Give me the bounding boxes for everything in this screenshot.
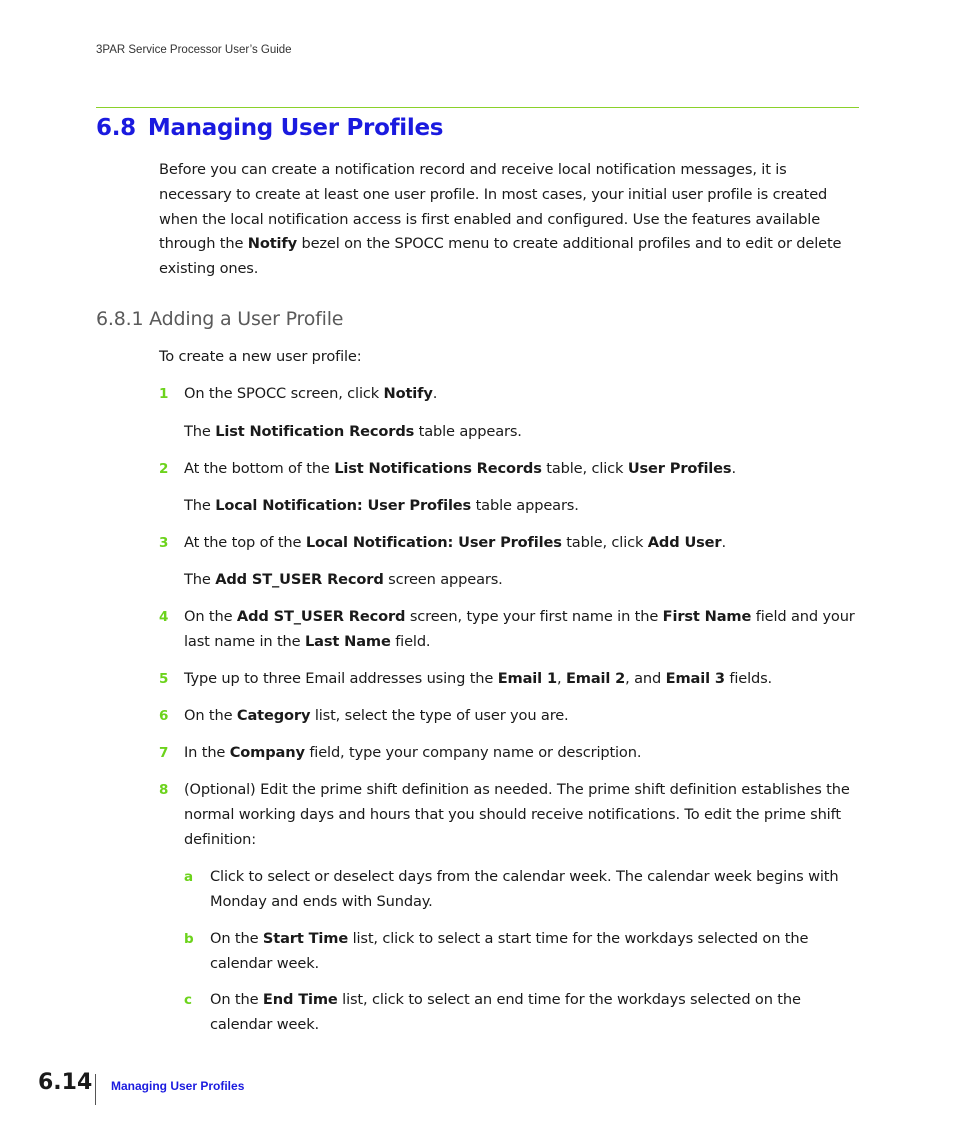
- section-title-text: Managing User Profiles: [147, 115, 444, 141]
- substep-letter: c: [184, 992, 193, 1008]
- step-number: 6: [159, 708, 169, 724]
- step-number: 4: [159, 609, 169, 625]
- header-rule: [96, 107, 859, 108]
- running-header: 3PAR Service Processor User’s Guide: [96, 44, 292, 56]
- step-result: The List Notification Records table appears.: [184, 423, 522, 440]
- step-number: 3: [159, 535, 169, 551]
- step-text: On the Category list, select the type of user you are.: [184, 707, 569, 724]
- substep-text: Click to select or deselect days from the calendar week. The calendar week begins with Monday and ends with Sunday.: [210, 868, 839, 910]
- substep-text: On the End Time list, click to select an end time for the workdays selected on the calendar week.: [210, 991, 801, 1033]
- step-number: 7: [159, 745, 169, 761]
- step-text: At the top of the Local Notification: User Profiles table, click Add User.: [184, 534, 726, 551]
- step-result: The Local Notification: User Profiles table appears.: [184, 497, 579, 514]
- substep-letter: b: [184, 931, 194, 947]
- page-number: 6.14: [38, 1070, 93, 1095]
- step-text: At the bottom of the List Notifications Records table, click User Profiles.: [184, 460, 736, 477]
- step-text: In the Company field, type your company name or description.: [184, 744, 642, 761]
- section-title: [96, 115, 443, 141]
- step-text: (Optional) Edit the prime shift definition as needed. The prime shift definition establishes the normal working days and hours that you should receive notifications. To edit the prime shift definition:: [184, 781, 850, 848]
- step-text: On the Add ST_USER Record screen, type your first name in the First Name field and your last name in the Last Name field.: [184, 608, 855, 650]
- step-text: Type up to three Email addresses using the Email 1, Email 2, and Email 3 fields.: [184, 670, 773, 687]
- step-number: 5: [159, 671, 169, 687]
- step-text: On the SPOCC screen, click Notify.: [184, 385, 438, 402]
- step-result: The Add ST_USER Record screen appears.: [184, 571, 503, 588]
- substep-text: On the Start Time list, click to select a start time for the workdays selected on the calendar week.: [210, 930, 809, 972]
- step-number: 2: [159, 461, 169, 477]
- footer-rule: [95, 1074, 96, 1105]
- substep-letter: a: [184, 869, 194, 885]
- footer-section-label: Managing User Profiles: [111, 1079, 245, 1093]
- step-number: 1: [159, 386, 169, 402]
- step-number: 8: [159, 782, 169, 798]
- lead-text: To create a new user profile:: [159, 348, 362, 365]
- intro-paragraph: Before you can create a notification record and receive local notification messages, it is necessary to create at least one user profile. In most cases, your initial user profile is created when the local notification access is first enabled and configured. Use the features available through the Notify bezel on the SPOCC menu to create additional profiles and to edit or delete existing ones.: [159, 161, 842, 278]
- section-number: 6.8: [96, 115, 136, 141]
- subsection-title: 6.8.1 Adding a User Profile: [96, 308, 344, 330]
